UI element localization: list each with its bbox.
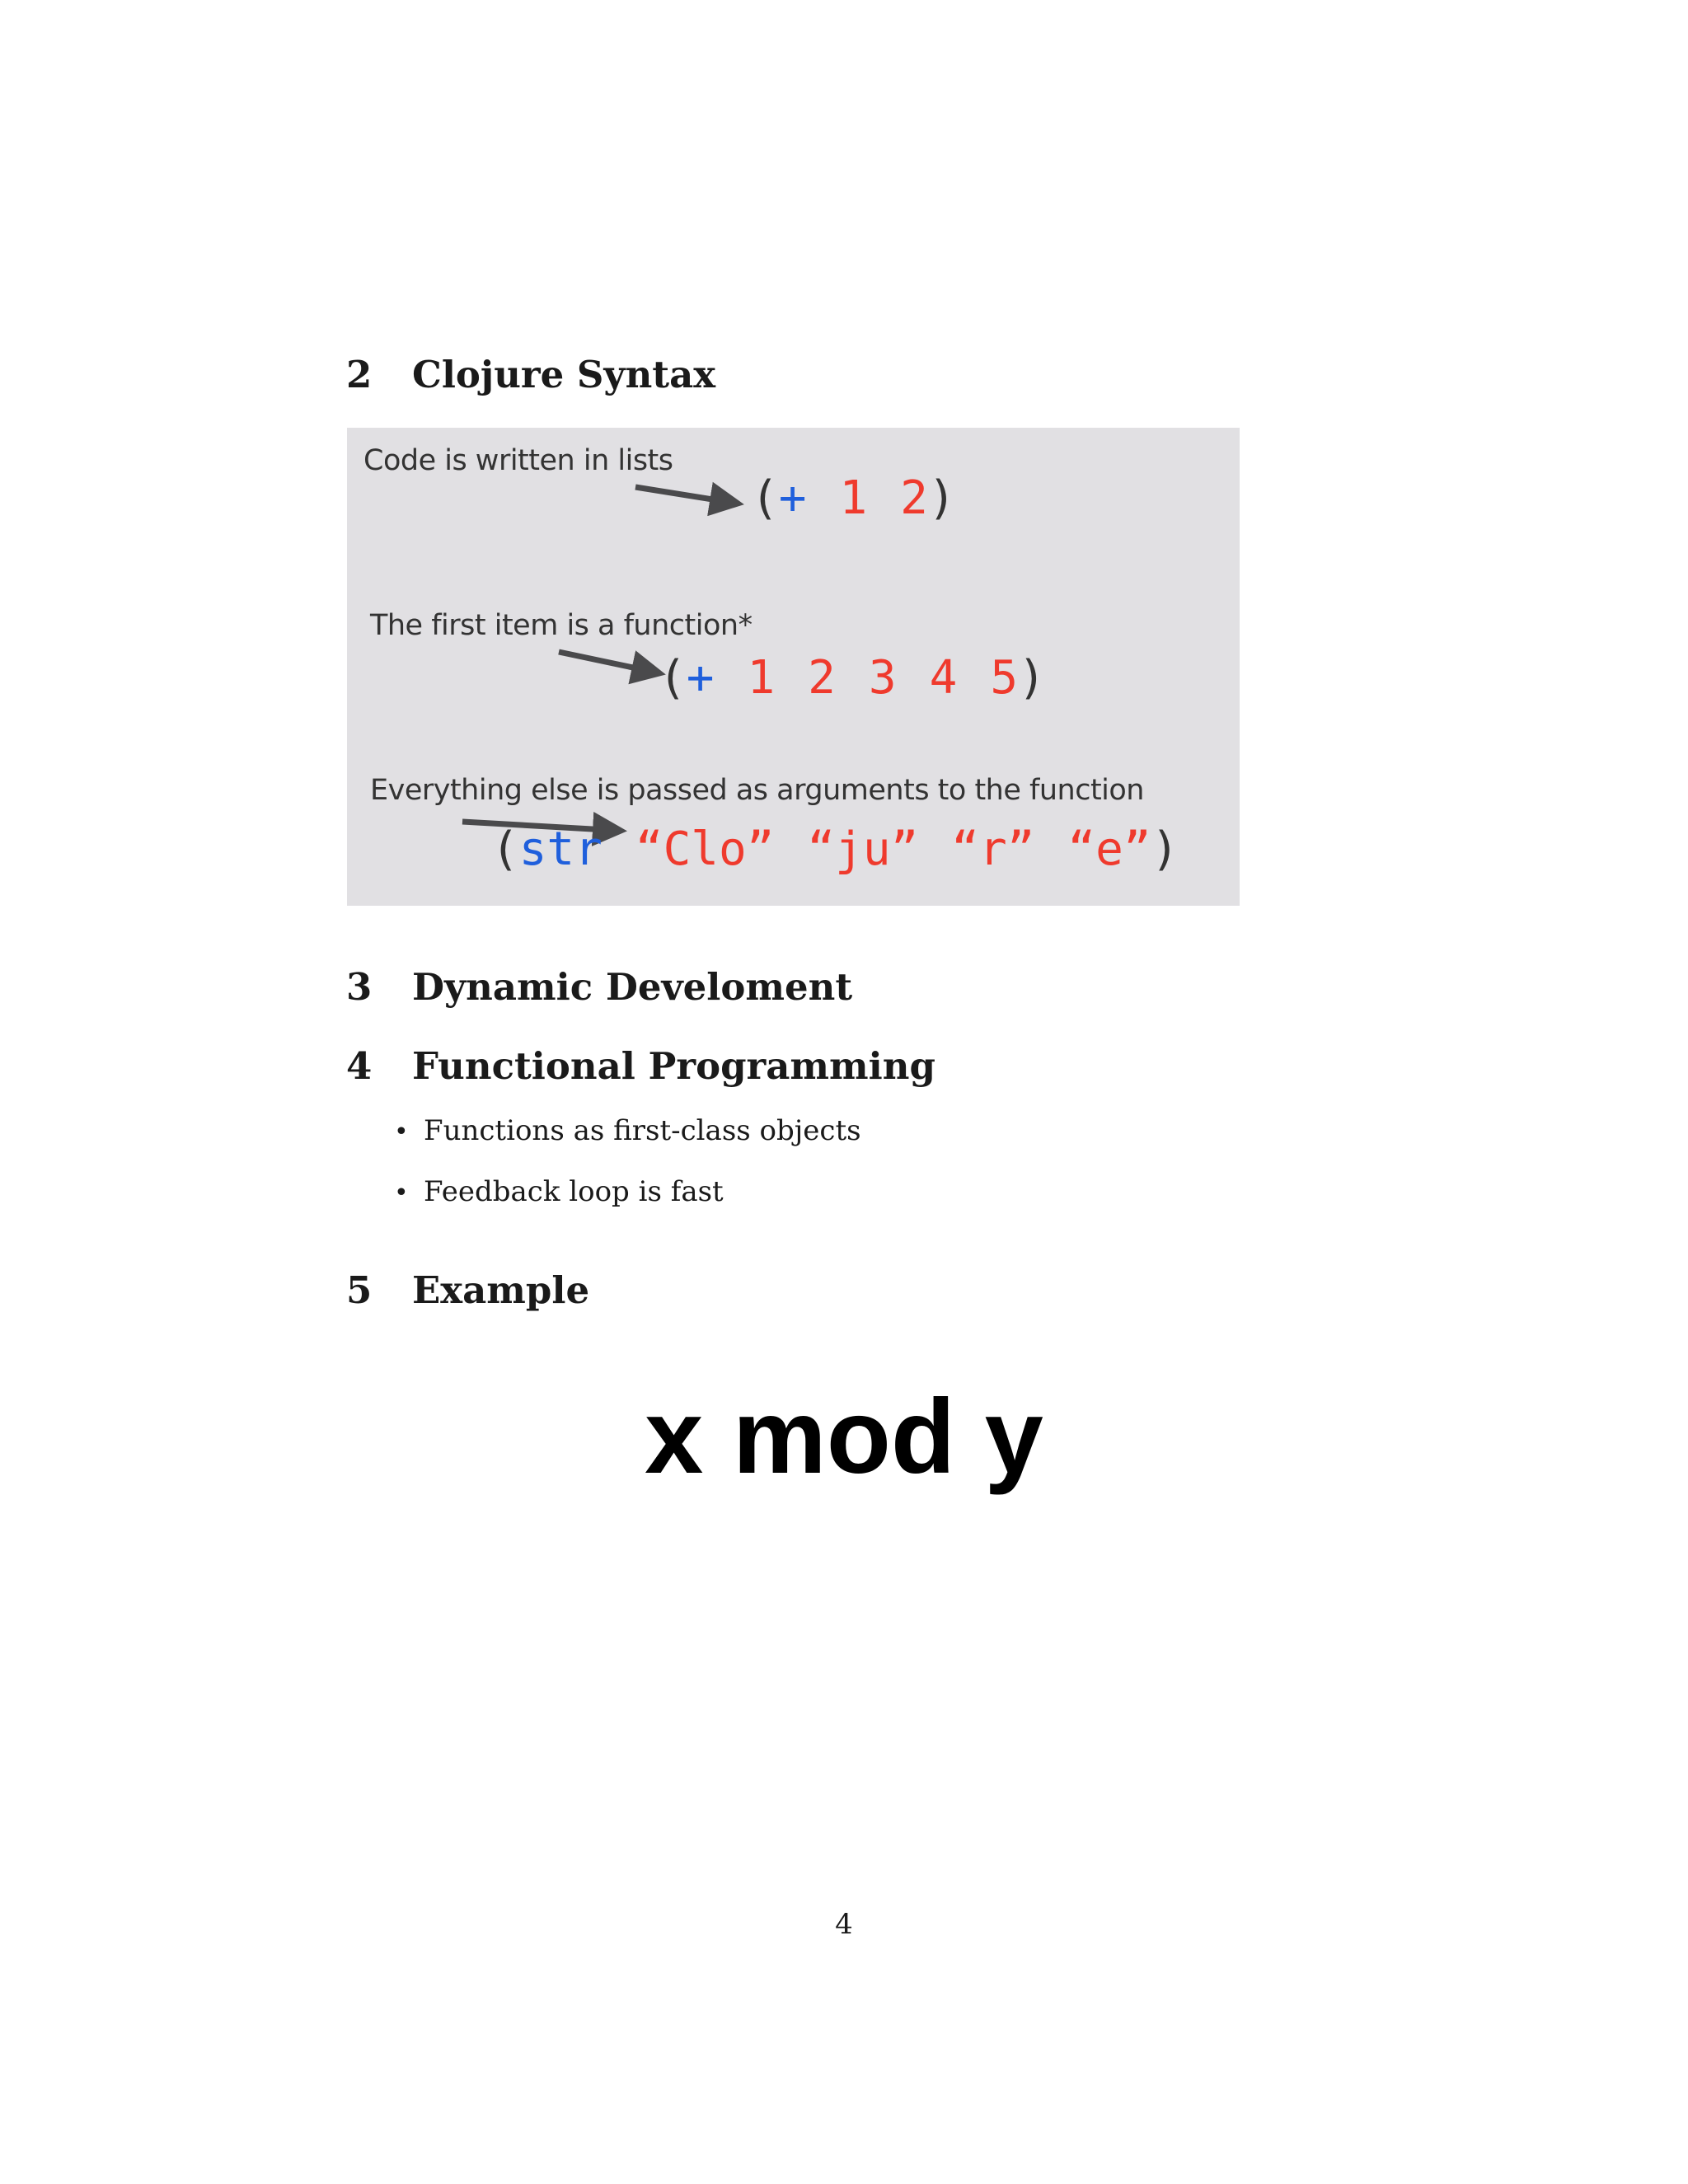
section-title: Dynamic Develoment — [412, 965, 853, 1009]
code-arg: “e” — [1067, 823, 1151, 876]
page-number: 4 — [835, 1908, 853, 1941]
note-first-item: The first item is a function* — [370, 609, 753, 642]
section-heading-3 — [346, 965, 853, 1009]
arrow-1 — [635, 487, 738, 504]
code-example-2 — [659, 651, 1046, 705]
bullet-list — [394, 1114, 861, 1239]
list-item-text: Functions as first-class objects — [424, 1114, 861, 1147]
section-heading-2 — [346, 353, 716, 396]
code-operator: + — [686, 651, 715, 705]
code-arg: 2 — [900, 471, 928, 525]
code-arg: 4 — [929, 651, 958, 705]
note-arguments: Everything else is passed as arguments to the function — [370, 774, 1144, 807]
code-arg: “Clo” — [635, 823, 775, 876]
code-close-paren: ) — [1018, 651, 1046, 705]
list-item — [394, 1175, 861, 1208]
clojure-syntax-figure — [347, 428, 1240, 906]
bullet-icon: • — [394, 1179, 409, 1207]
code-arg: “ju” — [807, 823, 919, 876]
code-close-paren: ) — [1151, 823, 1179, 876]
code-example-3 — [491, 823, 1179, 876]
section-title: Example — [412, 1268, 590, 1312]
section-title: Functional Programming — [412, 1044, 935, 1088]
code-operator: + — [778, 471, 807, 525]
section-heading-5 — [346, 1268, 590, 1312]
code-arg: 2 — [808, 651, 836, 705]
section-heading-4 — [346, 1044, 935, 1088]
code-close-paren: ) — [927, 471, 956, 525]
section-number: 4 — [346, 1044, 373, 1088]
section-title: Clojure Syntax — [412, 353, 716, 396]
code-arg: “r” — [951, 823, 1035, 876]
list-item — [394, 1114, 861, 1147]
example-expression: x mod y — [645, 1378, 1043, 1496]
list-item-text: Feedback loop is fast — [424, 1175, 724, 1208]
section-number: 5 — [346, 1268, 373, 1312]
code-open-paren: ( — [751, 471, 779, 525]
arrow-2 — [559, 652, 660, 673]
code-arg: 3 — [868, 651, 897, 705]
bullet-icon: • — [394, 1118, 409, 1146]
section-number: 2 — [346, 353, 373, 396]
code-arg: 1 — [839, 471, 868, 525]
code-open-paren: ( — [659, 651, 687, 705]
code-arg: 1 — [747, 651, 776, 705]
code-example-1 — [751, 471, 956, 525]
note-lists: Code is written in lists — [363, 444, 673, 477]
code-function: str — [518, 823, 603, 876]
code-open-paren: ( — [491, 823, 519, 876]
code-arg: 5 — [990, 651, 1019, 705]
section-number: 3 — [346, 965, 373, 1009]
